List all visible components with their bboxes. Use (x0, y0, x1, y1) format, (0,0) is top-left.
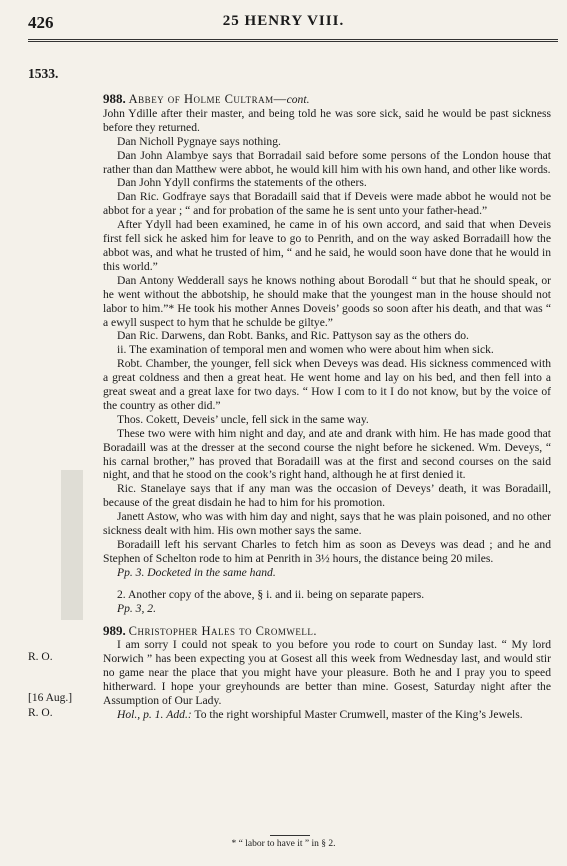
address-text: To the right worshipful Master Crumwell, master of the King’s Jewels. (194, 707, 523, 721)
header-rule-2 (28, 41, 558, 42)
paragraph: ii. The examination of temporal men and women who were about him when sick. (117, 343, 494, 357)
paragraph: Robt. Chamber, the younger, fell sick when Deveys was dead. His sickness commenced with a great coldness and then a great heat. He went home and lay on his bed, and then fell into a great sweat and a great laxe for two days. “ How I com to it I do not know, but by the voice of the country as other did.” (103, 357, 551, 412)
paragraph: Dan Antony Wedderall says he knows nothing about Borodall “ but that he should speak, or he went without the abbotship, he should make that the youngest man in the house should not labor to him.”* He took his mother Annes Doveis’ goods so soon after his death, and that was “ a ewyll suspect to hym that he schulde be giltye.” (103, 273, 551, 329)
year-margin: 1533. (28, 66, 59, 81)
paragraph: Dan Ric. Godfraye says that Boradaill said that if Deveis were made abbot he would not be abbot for a year ; “ and for probation of the same he is sent unto your father-head.” (103, 190, 551, 218)
copy-text: 2. Another copy of the above, § i. and ii. being on separate papers. (117, 587, 425, 601)
entry-988-heading (103, 92, 551, 107)
main-text (103, 92, 551, 722)
paragraph: John Ydille after their master, and being told he was sore sick, said he would be past sickness before they returned. (103, 106, 551, 134)
page-number: 426 (28, 13, 54, 32)
paragraph: Boradaill left his servant Charles to fetch him as soon as Deveys was dead ; and he and Stephen of Schelton rode to him at Penrith in 3½ hours, the distance being 20 miles. (103, 538, 551, 565)
hol-label: Hol., p. 1. (117, 707, 164, 721)
pages-note: Pp. 3. Docketed in the same hand. (117, 565, 276, 579)
paragraph: Ric. Stanelaye says that if any man was the occasion of Deveys’ death, it was Boradaill, because of the great disdain he had to him for his promotion. (103, 482, 551, 510)
paragraph: Dan Ric. Darwens, dan Robt. Banks, and Ric. Pattyson say as the others do. (117, 329, 469, 343)
copy-source-margin: R. O. (28, 651, 53, 663)
entry-988-title: Abbey of Holme Cultram— (128, 92, 287, 106)
entry-989-date-margin: [16 Aug.] (28, 692, 73, 704)
paragraph: Dan Nicholl Pygnaye says nothing. (117, 134, 281, 148)
paragraph: After Ydyll had been examined, he came in of his own accord, and said that when Deveis first fell sick he asked him for leave to go to Penrith, and on the way asked Borradaill how the abbot was, and what he trusted of him, “ and he said, he would soon have done that he would in this world.” (103, 218, 551, 273)
letter-endorsement (103, 708, 551, 722)
header-rule (28, 39, 558, 40)
entry-989-source-margin: R. O. (28, 707, 53, 719)
paragraph: Janett Astow, who was with him day and night, says that he was plain poisoned, and no other sickness dealt with him. His own mother says the same. (103, 510, 551, 538)
entry-988-title-suffix: cont. (286, 93, 310, 106)
running-title: 25 HENRY VIII. (222, 13, 345, 29)
letter-text: I am sorry I could not speak to you before you rode to court on Sunday last. “ My lord Norwich ” has been expecting you at Gosest all this week from Wednesday last, and would stir no game near the place that you might have your pleasure. Both he and I pray you to speed hitherward. I hope your greyhounds are better than mine. Gosest, Saturday night after the Assumption of Our Lady. (103, 638, 551, 708)
page-header (0, 13, 567, 35)
entry-989-heading (103, 624, 551, 639)
add-label: Add.: (166, 707, 192, 721)
footnote-rule (270, 835, 310, 836)
paragraph: Dan John Ydyll confirms the statements of the others. (117, 176, 367, 190)
paragraph: Thos. Cokett, Deveis’ uncle, fell sick in the same way. (117, 412, 369, 426)
entry-989-number: 989. (103, 622, 126, 638)
copy-pages-note: Pp. 3, 2. (117, 601, 156, 615)
entry-989-title: Christopher Hales to Cromwell. (128, 623, 318, 638)
library-stamp (61, 470, 83, 620)
paragraph: These two were with him night and day, and ate and drank with him. He has made good that Boradaill was at the dresser at the second course the night before he sickened. Wm. Deveys, “ his carnal brother,” has proved that Boradaill was at the first and second courses on the said night, and that he stood on the cook’s right hand, although he at first denied it. (103, 426, 551, 482)
paragraph: Dan John Alambye says that Borradail said before some persons of the London house that rather than dan Matthew were abbot, he would kill him with his own hand, and other like words. (103, 148, 551, 176)
footnote: * “ labor to have it ” in § 2. (231, 839, 336, 849)
entry-988-number: 988. (103, 91, 126, 106)
